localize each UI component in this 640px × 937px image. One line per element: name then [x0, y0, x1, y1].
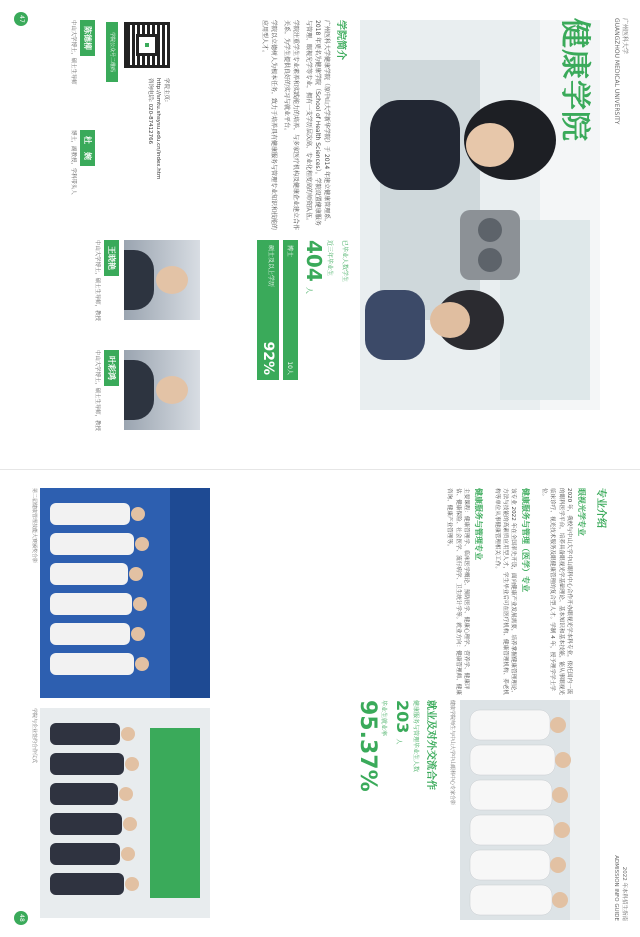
- right-header: [612, 855, 628, 921]
- stat-doctors: [283, 240, 298, 380]
- faculty-photo: [124, 350, 200, 430]
- faculty-grid: [10, 240, 200, 460]
- site-url[interactable]: http://smtu.shsysu.edu.cn/index.htm: [155, 78, 161, 180]
- stat-unit: 人: [305, 286, 313, 294]
- stat-masters: [257, 240, 279, 380]
- major-block: [492, 488, 531, 698]
- contact-info: [146, 78, 170, 198]
- stat-graduates: [302, 240, 335, 380]
- stat-label: 硕士及以上学历: [267, 245, 274, 288]
- right-page: [0, 469, 640, 937]
- group-photo-caption: 健康学院师生与中山大学中山眼科中心专家合影: [449, 700, 455, 806]
- intro-title: 学院简介: [335, 20, 346, 60]
- graduate-count-label: 健康服务与管理毕业生人数: [412, 700, 419, 773]
- intro-paragraph-3: 学院以立德树人为根本任务，致力于培养具有健康服务与管理专业知识和技能的应用型人才。: [261, 20, 277, 231]
- major-text: 2020 年，我校与中山大学中山眼科中心合作开办眼视光学本科专业，依托国内一流的眼科医学平台，培养具备眼视光学基础理论、基本知识和基本技能，能从事眼视光临床诊疗、视光技术服务及眼健康管理的复合型人才。学制 4 年，授予理学学士学位。: [540, 488, 572, 695]
- group-photo-image: [460, 700, 600, 920]
- univ-name-en: GUANGZHOU MEDICAL UNIVERSITY: [613, 18, 620, 125]
- univ-name-cn: 广州医科大学: [621, 18, 628, 55]
- faculty-name: 叶彩鸿: [104, 350, 119, 386]
- intro-paragraph-1: 广州医科大学健康学院（原中山大学新华学院）于 2014 年建立健康管理系，2018 年更名为健康学院（School of Health Sciences）。学院设置健康服务与管理、眼视光学等专业，拥有一支学历层次高、专业化程度高的师资队伍。: [305, 20, 330, 226]
- stats-title: 已毕业人数学生: [341, 240, 348, 283]
- faculty-grid-2: [10, 20, 100, 240]
- major-block: [539, 488, 587, 698]
- faculty-role: 中山大学博士，硕士生导师: [70, 20, 76, 85]
- faculty-name: 杜 婉: [80, 130, 95, 166]
- stat-unit: 人: [286, 368, 293, 375]
- major-text: 该专业 2022 年在全国率先开设，面向健康产业发展需要，培养掌握健康管理理论、方法与技能的高素质应用型人才，学生毕业后可在医疗机构、健康管理机构、养老机构等单位从事健康管理相关工作。: [493, 488, 517, 696]
- guide-title-en: ADMISSION INFO GUIDE: [613, 855, 619, 921]
- majors-title: 专业介绍: [595, 488, 606, 528]
- major-title: 眼视光学专业: [577, 488, 586, 536]
- faculty-card: [93, 350, 200, 450]
- major-title: 健康服务与管理（医学）专业: [521, 488, 531, 592]
- employment-section: [355, 700, 440, 920]
- site-label: 学院主页:: [163, 78, 169, 102]
- employment-rate-label: 毕业生就业率: [380, 700, 387, 737]
- graduate-count-unit: 人: [395, 738, 402, 745]
- college-title: 健康学院: [557, 18, 592, 142]
- qr-code[interactable]: [124, 22, 170, 68]
- graduate-count: 203: [393, 700, 412, 734]
- majors-section: [445, 488, 610, 698]
- employment-title: 就业及对外交流合作: [425, 700, 436, 790]
- stat-value: 10: [286, 361, 293, 369]
- event-photo-caption-2: 学院与企业签约合作仪式: [31, 708, 37, 764]
- faculty-card: [69, 20, 100, 120]
- stat-label: 博士: [286, 245, 293, 258]
- group-photo: [460, 700, 600, 920]
- stats-section: [257, 240, 350, 380]
- major-block: [445, 488, 484, 698]
- faculty-photo: [124, 240, 200, 320]
- page-number-right: 48: [14, 911, 28, 925]
- guide-title: 2022 年本科招生指南: [621, 866, 627, 921]
- left-header: [612, 18, 628, 248]
- event-photo-caption-1: 第二届健康管理技能大赛颁奖合影: [31, 488, 37, 564]
- faculty-role: 中山大学博士，硕士生导师，教授: [94, 350, 100, 431]
- event-photos: [20, 488, 210, 928]
- phone: 咨询电话: 020-87412766: [147, 78, 153, 145]
- faculty-role: 博士，副教授，学科带头人: [70, 130, 76, 195]
- page-number-left: 47: [14, 12, 28, 26]
- intro-paragraph-2: 学院注重学生专业素养和实践能力的培养，与多家医疗机构及健康企业建立合作关系，为学生提供良好的实习与就业平台。: [283, 20, 299, 231]
- major-title: 健康服务与管理专业: [474, 488, 484, 560]
- intro-section: [260, 20, 350, 230]
- faculty-name: 陈德柳: [80, 20, 95, 56]
- major-text: 主要课程：健康管理学、临床医学概论、预防医学、健康心理学、营养学、健康评估、健康保险、社会医学、流行病学、卫生统计学等。就业方向：健康管理师、健康咨询、健康产业管理等。: [446, 488, 470, 695]
- event-photo-1: [40, 488, 210, 698]
- stat-label: 近三年毕业生: [326, 240, 333, 277]
- stat-value: 92%: [260, 341, 276, 375]
- left-page: [0, 0, 640, 468]
- faculty-card: [69, 130, 100, 230]
- faculty-name: 王晓艳: [104, 240, 119, 276]
- faculty-card: [93, 240, 200, 340]
- stat-value: 404: [302, 240, 326, 282]
- employment-rate: 95.37%: [355, 700, 380, 792]
- qr-badge: 学院公众号二维码: [106, 22, 118, 82]
- faculty-role: 中山大学博士，硕士生导师，教授: [94, 240, 100, 321]
- event-photo-2: [40, 708, 210, 918]
